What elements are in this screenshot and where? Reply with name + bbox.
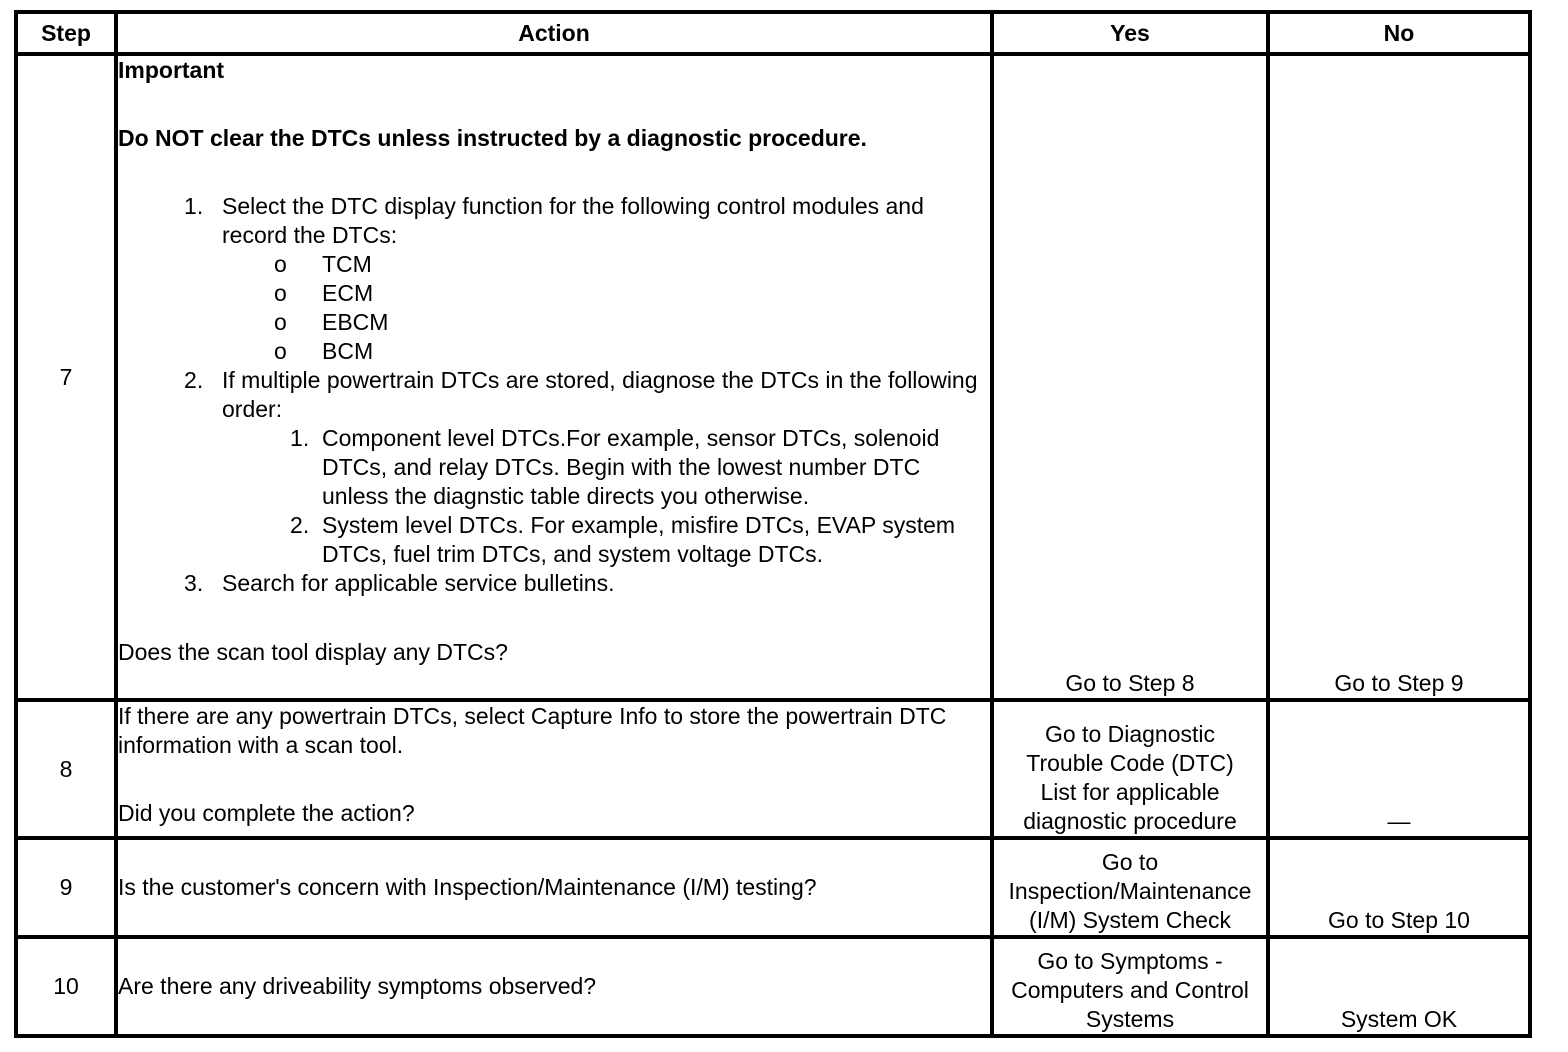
yes-line: diagnostic procedure	[1023, 808, 1237, 834]
yes-line: Inspection/Maintenance	[1008, 878, 1252, 904]
important-heading: Important	[118, 57, 225, 83]
no-cell: Go to Step 10	[1268, 838, 1530, 937]
action-cell	[116, 937, 992, 1036]
yes-cell	[992, 700, 1268, 838]
question-text: Are there any driveability symptoms observed?	[118, 973, 597, 999]
question-text: Did you complete the action?	[118, 800, 415, 826]
no-cell: System OK	[1268, 937, 1530, 1036]
procedure-item	[216, 366, 990, 569]
action-cell	[116, 838, 992, 937]
no-cell: —	[1268, 700, 1530, 838]
important-warning: Do NOT clear the DTCs unless instructed by a diagnostic procedure.	[118, 125, 867, 151]
module-item: o BCM	[322, 337, 990, 366]
action-cell	[116, 700, 992, 838]
action-cell	[116, 54, 992, 700]
diagnostic-table	[14, 10, 1532, 1038]
no-cell: Go to Step 9	[1268, 54, 1530, 700]
order-item: 2. System level DTCs. For example, misfire DTCs, EVAP system DTCs, fuel trim DTCs, and system voltage DTCs.	[322, 511, 990, 569]
procedure-item	[216, 569, 990, 598]
step-number: 10	[16, 937, 116, 1036]
yes-line: (I/M) System Check	[1029, 907, 1231, 933]
step-number: 7	[16, 54, 116, 700]
header-no: No	[1268, 12, 1530, 54]
table-row	[16, 700, 1530, 838]
procedure-text: Select the DTC display function for the following control modules and record the DTCs:	[222, 193, 924, 248]
table-row	[16, 54, 1530, 700]
yes-line: Go to	[1101, 849, 1159, 875]
question-text: Does the scan tool display any DTCs?	[118, 639, 508, 665]
question-text: Is the customer's concern with Inspection/Maintenance (I/M) testing?	[118, 874, 817, 900]
procedure-list	[118, 192, 990, 598]
step-number: 8	[16, 700, 116, 838]
procedure-item	[216, 192, 990, 366]
module-item: o EBCM	[322, 308, 990, 337]
header-row	[16, 12, 1530, 54]
header-step: Step	[16, 12, 116, 54]
yes-cell: Go to Step 8	[992, 54, 1268, 700]
yes-line: Trouble Code (DTC)	[1026, 750, 1234, 776]
procedure-text: If multiple powertrain DTCs are stored, diagnose the DTCs in the following order:	[222, 367, 978, 422]
table-row	[16, 838, 1530, 937]
action-text: If there are any powertrain DTCs, select Capture Info to store the powertrain DTC information with a scan tool.	[118, 703, 947, 758]
order-item: 1. Component level DTCs.For example, sensor DTCs, solenoid DTCs, and relay DTCs. Begin with the lowest number DTC unless the diagnstic table directs you otherwise.	[322, 424, 990, 511]
step-number: 9	[16, 838, 116, 937]
yes-line: Computers and Control	[1011, 977, 1249, 1003]
module-item: o ECM	[322, 279, 990, 308]
header-yes: Yes	[992, 12, 1268, 54]
table-row	[16, 937, 1530, 1036]
header-action: Action	[116, 12, 992, 54]
yes-cell	[992, 838, 1268, 937]
module-list	[222, 250, 990, 366]
module-item: o TCM	[322, 250, 990, 279]
order-list	[222, 424, 990, 569]
yes-line: Go to Symptoms -	[1037, 948, 1223, 974]
yes-line: List for applicable	[1040, 779, 1220, 805]
procedure-text: Search for applicable service bulletins.	[222, 570, 615, 596]
yes-line: Systems	[1085, 1006, 1175, 1032]
yes-line: Go to Diagnostic	[1044, 721, 1216, 747]
yes-cell	[992, 937, 1268, 1036]
